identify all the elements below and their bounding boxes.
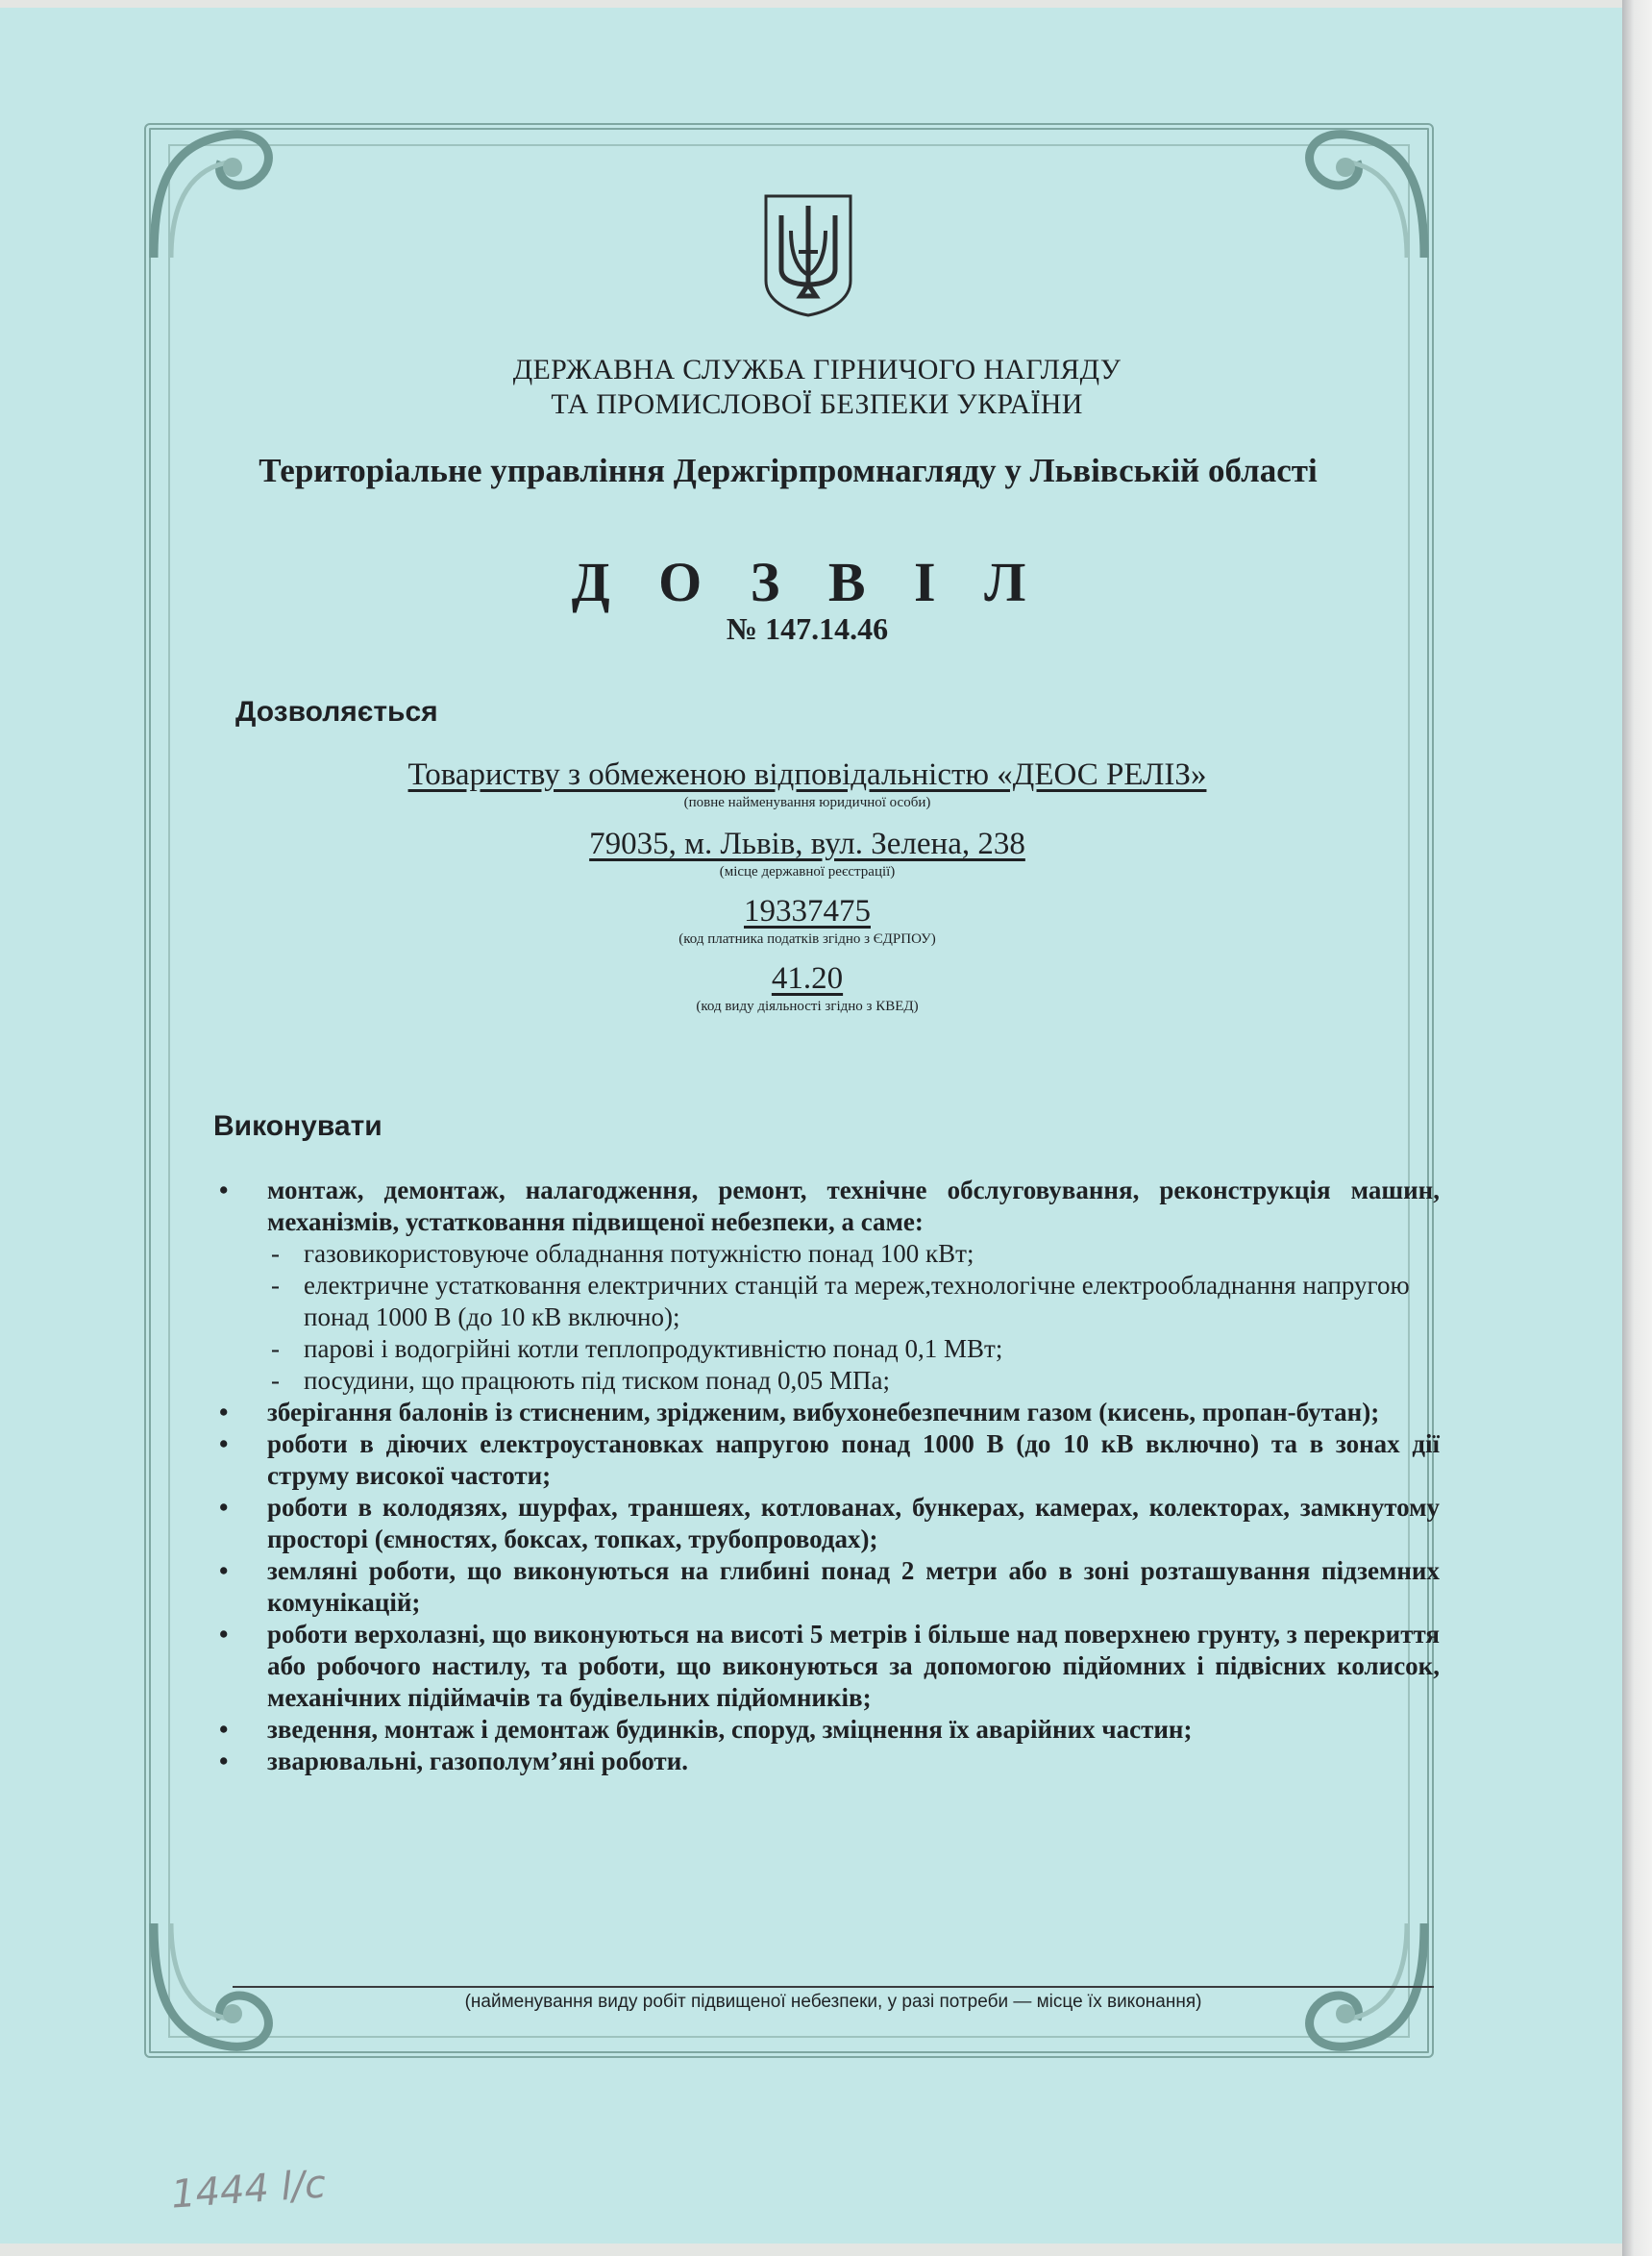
work-item-text: роботи в колодязях, шурфах, траншеях, котлованах, бункерах, камерах, колекторах, замкнутому просторі (ємностях, боксах, топках, трубопроводах);	[267, 1493, 1440, 1553]
works-list	[213, 1175, 1440, 1777]
list-item	[213, 1428, 1440, 1492]
caption-rule	[233, 1986, 1434, 1988]
corner-ornament-icon	[1290, 123, 1434, 267]
document-number: № 147.14.46	[726, 611, 889, 646]
list-item	[213, 1619, 1440, 1714]
sub-list-item	[213, 1238, 1440, 1270]
work-item-text: зведення, монтаж і демонтаж будинків, споруд, зміцнення їх аварійних частин;	[267, 1715, 1193, 1744]
permitted-heading: Дозволяється	[235, 696, 438, 728]
sub-item-text: посудини, що працюють під тиском понад 0,05 МПа;	[304, 1366, 891, 1395]
kved-code: 41.20	[771, 961, 844, 996]
edrpou-field	[288, 894, 1326, 948]
address: 79035, м. Львів, вул. Зелена, 238	[589, 827, 1025, 861]
dash-icon: -	[271, 1271, 280, 1300]
work-item-text: зварювальні, газополум’яні роботи.	[267, 1747, 688, 1775]
list-item	[213, 1492, 1440, 1555]
bullet-icon: •	[219, 1556, 229, 1585]
sub-item-text: електричне устатковання електричних станцій та мереж,технологічне електрообладнання напругою понад 1000 В (до 10 кВ включно);	[304, 1271, 1410, 1331]
bullet-icon: •	[219, 1398, 229, 1426]
work-item-text: роботи в діючих електроустановках напругою понад 1000 В (до 10 кВ включно) та в зонах дії струму високої частоти;	[267, 1429, 1440, 1490]
list-item	[213, 1746, 1440, 1777]
bullet-icon: •	[219, 1493, 229, 1522]
handwritten-note: 1444 l/c	[169, 2162, 328, 2218]
coat-of-arms-icon	[762, 192, 854, 317]
list-item	[213, 1175, 1440, 1238]
works-heading: Виконувати	[213, 1110, 382, 1142]
sub-item-text: парові і водогрійні котли теплопродуктивністю понад 0,1 МВт;	[304, 1334, 1003, 1363]
sub-list-item	[213, 1333, 1440, 1365]
work-item-text: монтаж, демонтаж, налагодження, ремонт, технічне обслуговування, реконструкція машин, механізмів, устатковання підвищеної небезпеки, а саме:	[267, 1176, 1440, 1236]
sub-list-item	[213, 1365, 1440, 1397]
kved-field	[288, 961, 1326, 1015]
address-caption: (місце державної реєстрації)	[719, 864, 896, 880]
company-name: Товариству з обмеженою відповідальністю «ДЕОС РЕЛІЗ»	[407, 757, 1207, 792]
works-caption: (найменування виду робіт підвищеної небезпеки, у разі потреби — місце їх виконання)	[464, 1992, 1202, 2012]
bullet-icon: •	[219, 1176, 229, 1204]
address-field	[288, 827, 1326, 880]
agency-name-line1: ДЕРЖАВНА СЛУЖБА ГІРНИЧОГО НАГЛЯДУ	[512, 354, 1122, 385]
company-name-field	[288, 757, 1326, 811]
agency-name-line2: ТА ПРОМИСЛОВОЇ БЕЗПЕКИ УКРАЇНИ	[551, 388, 1083, 420]
dash-icon: -	[271, 1239, 280, 1268]
dash-icon: -	[271, 1366, 280, 1395]
edrpou-caption: (код платника податків згідно з ЄДРПОУ)	[678, 931, 936, 947]
list-item	[213, 1555, 1440, 1619]
bullet-icon: •	[219, 1429, 229, 1458]
sub-item-text: газовикористовуюче обладнання потужністю понад 100 кВт;	[304, 1239, 974, 1268]
corner-ornament-icon	[144, 123, 288, 267]
list-item	[213, 1397, 1440, 1428]
kved-caption: (код виду діяльності згідно з КВЕД)	[696, 999, 919, 1014]
scan-edge	[1622, 0, 1652, 2256]
territorial-office: Територіальне управління Держгірпромнагляду у Львівській області	[259, 452, 1318, 489]
document-title: Д О З В І Л	[571, 551, 1044, 613]
sub-list-item	[213, 1270, 1440, 1333]
bullet-icon: •	[219, 1620, 229, 1649]
company-name-caption: (повне найменування юридичної особи)	[683, 795, 931, 810]
list-item	[213, 1714, 1440, 1746]
work-item-text: роботи верхолазні, що виконуються на висоті 5 метрів і більше над поверхнею грунту, з перекриття або робочого настилу, та роботи, що виконуються за допомогою підйомних і підвісних колисок, механічних підіймачів та будівельних підйомників;	[267, 1620, 1440, 1712]
work-item-text: зберігання балонів із стисненим, зрідженим, вибухонебезпечним газом (кисень, пропан-бутан);	[267, 1398, 1380, 1426]
edrpou-code: 19337475	[744, 894, 871, 929]
bullet-icon: •	[219, 1747, 229, 1775]
bullet-icon: •	[219, 1715, 229, 1744]
dash-icon: -	[271, 1334, 280, 1363]
work-item-text: земляні роботи, що виконуються на глибині понад 2 метри або в зоні розташування підземних комунікацій;	[267, 1556, 1440, 1617]
